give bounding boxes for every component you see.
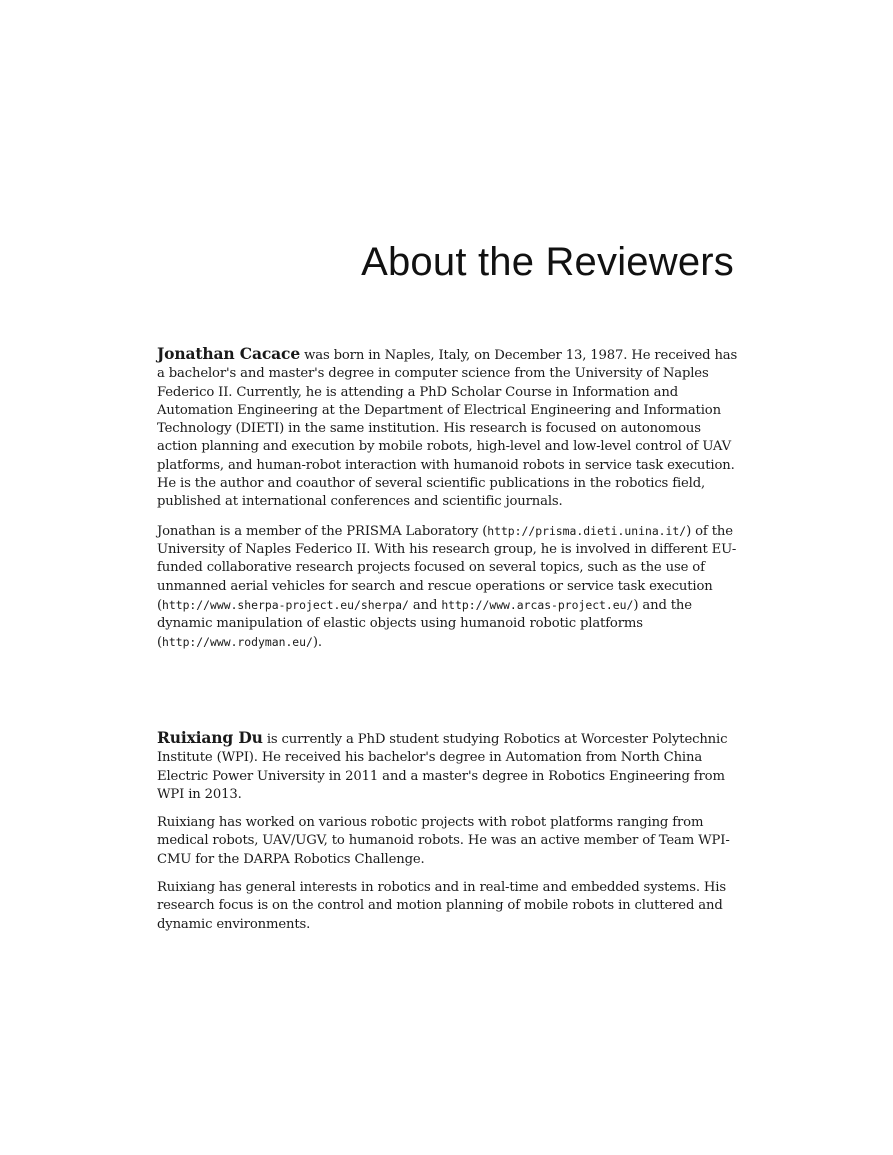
arcas-link[interactable]: http://www.arcas-project.eu/ xyxy=(441,597,634,612)
bio-text: Jonathan is a member of the PRISMA Laboratory ( xyxy=(157,523,488,539)
reviewer-bio-jonathan-cacace xyxy=(157,345,739,663)
bio-text: was born in Naples, Italy, on December 13, 1987. He received has a bachelor's and master's degree in computer science from the University of Naples Federico II. Currently, he is attending a PhD Scholar Course in Information and Automation Engineering at the Department of Electrical Engineering and Information Technology (DIETI) in the same institution. His research is focused on autonomous action planning and execution by mobile robots, high-level and low-level control of UAV platforms, and human-robot interaction with humanoid robots in service task execution. He is the author and coauthor of several scientific publications in the robotics field, published at international conferences and scientific journals. xyxy=(157,348,738,510)
reviewer-name: Ruixiang Du xyxy=(157,728,263,747)
bio-text: ). xyxy=(312,635,322,651)
sherpa-link[interactable]: http://www.sherpa-project.eu/sherpa/ xyxy=(162,597,409,612)
prisma-link[interactable]: http://prisma.dieti.unina.it/ xyxy=(487,523,687,538)
bio-paragraph: Ruixiang has worked on various robotic projects with robot platforms ranging from medical robots, UAV/UGV, to humanoid robots. He was an active member of Team WPI-CMU for the DARPA Robotics Challenge. xyxy=(157,815,730,867)
bio-text: ) and the dynamic manipulation of elastic objects using humanoid robotic platforms ( xyxy=(157,597,692,651)
bio-text: ) of the University of Naples Federico II. With his research group, he is involved in different EU-funded collaborative research projects focused on several topics, such as the use of unmanned aerial vehicles for search and rescue operations or service task execution ( xyxy=(157,523,737,613)
rodyman-link[interactable]: http://www.rodyman.eu/ xyxy=(162,635,313,650)
bio-text: is currently a PhD student studying Robotics at Worcester Polytechnic Institute (WPI). He received his bachelor's degree in Automation from North China Electric Power University in 2011 and a master's degree in Robotics Engineering from WPI in 2013. xyxy=(157,732,728,802)
bio-paragraph xyxy=(157,345,739,512)
page-title: About the Reviewers xyxy=(361,240,734,284)
bio-text: and xyxy=(408,597,442,613)
reviewer-bio-ruixiang-du xyxy=(157,729,739,944)
bio-paragraph: Ruixiang has general interests in robotics and in real-time and embedded systems. His research focus is on the control and motion planning of mobile robots in cluttered and dynamic environments. xyxy=(157,880,726,932)
bio-paragraph xyxy=(157,729,739,804)
reviewer-name: Jonathan Cacace xyxy=(157,344,301,363)
bio-paragraph xyxy=(157,522,739,653)
